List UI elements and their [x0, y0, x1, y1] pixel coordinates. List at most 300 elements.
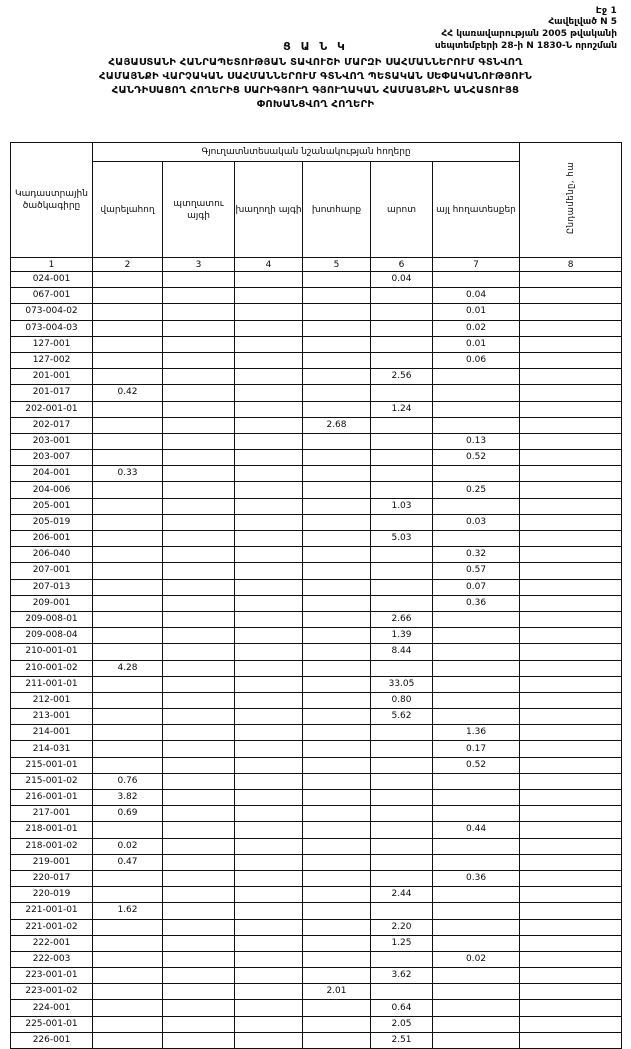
cell-arable — [93, 757, 163, 773]
cell-arable — [93, 336, 163, 352]
cell-arable — [93, 563, 163, 579]
cell-orchard — [163, 790, 235, 806]
cell-hayfield — [303, 611, 371, 627]
cell-orchard — [163, 676, 235, 692]
column-header-code — [11, 143, 93, 258]
cell-vineyard — [235, 903, 303, 919]
cell-orchard — [163, 692, 235, 708]
table-row — [11, 838, 622, 854]
cell-pasture — [371, 563, 433, 579]
cell-hayfield — [303, 531, 371, 547]
table-row — [11, 692, 622, 708]
cell-other — [433, 660, 520, 676]
cell-other — [433, 466, 520, 482]
cell-vineyard — [235, 854, 303, 870]
cell-other: 0.36 — [433, 595, 520, 611]
land-table — [10, 142, 622, 1049]
cell-other — [433, 773, 520, 789]
cell-total — [520, 498, 622, 514]
cell-code: 209-001 — [11, 595, 93, 611]
cell-total — [520, 611, 622, 627]
cell-pasture — [371, 741, 433, 757]
cell-hayfield — [303, 272, 371, 288]
cell-vineyard — [235, 709, 303, 725]
cell-pasture — [371, 984, 433, 1000]
cell-hayfield — [303, 822, 371, 838]
cell-orchard — [163, 288, 235, 304]
cell-vineyard — [235, 660, 303, 676]
cell-orchard — [163, 838, 235, 854]
cell-code: 210-001-02 — [11, 660, 93, 676]
table-row — [11, 433, 622, 449]
cell-code: 211-001-01 — [11, 676, 93, 692]
cell-orchard — [163, 951, 235, 967]
cell-total — [520, 838, 622, 854]
cell-vineyard — [235, 725, 303, 741]
cell-hayfield — [303, 935, 371, 951]
cell-pasture — [371, 595, 433, 611]
cell-hayfield — [303, 385, 371, 401]
cell-vineyard — [235, 806, 303, 822]
cell-vineyard — [235, 628, 303, 644]
title-line-2: ՀԱՄԱՅՆՔԻ ՎԱՐՉԱԿԱՆ ՍԱՀՄԱՆՆԵՐՈՒՄ ԳՏՆՎՈՂ ՊԵՏԱԿԱՆ ՍԵՓԱԿԱՆՈՒԹՅՈՒՆ — [98, 71, 533, 82]
cell-vineyard — [235, 401, 303, 417]
cell-code: 202-017 — [11, 417, 93, 433]
cell-vineyard — [235, 968, 303, 984]
table-row — [11, 1016, 622, 1032]
cell-total — [520, 466, 622, 482]
cell-orchard — [163, 531, 235, 547]
column-number-7: 7 — [433, 258, 520, 272]
cell-other: 0.03 — [433, 514, 520, 530]
cell-arable — [93, 514, 163, 530]
cell-arable — [93, 870, 163, 886]
cell-code: 073-004-02 — [11, 304, 93, 320]
cell-pasture: 2.44 — [371, 887, 433, 903]
cell-pasture: 0.64 — [371, 1000, 433, 1016]
cell-total — [520, 951, 622, 967]
cell-vineyard — [235, 288, 303, 304]
table-row — [11, 903, 622, 919]
cell-arable — [93, 547, 163, 563]
cell-hayfield — [303, 320, 371, 336]
cell-other: 0.02 — [433, 320, 520, 336]
cell-arable: 0.47 — [93, 854, 163, 870]
cell-total — [520, 919, 622, 935]
cell-pasture: 3.62 — [371, 968, 433, 984]
cell-arable — [93, 450, 163, 466]
cell-other — [433, 498, 520, 514]
cell-pasture — [371, 385, 433, 401]
cell-other: 0.02 — [433, 951, 520, 967]
cell-orchard — [163, 725, 235, 741]
cell-pasture — [371, 773, 433, 789]
cell-hayfield — [303, 676, 371, 692]
doc-ref-line-3: սեպտեմբերի 28-ի N 1830-Ն որոշման — [434, 41, 617, 51]
cell-vineyard — [235, 320, 303, 336]
cell-pasture: 5.03 — [371, 531, 433, 547]
cell-other — [433, 628, 520, 644]
cell-hayfield — [303, 854, 371, 870]
cell-other: 0.13 — [433, 433, 520, 449]
cell-total — [520, 806, 622, 822]
table-row — [11, 547, 622, 563]
cell-other — [433, 968, 520, 984]
cell-code: 220-019 — [11, 887, 93, 903]
cell-code: 220-017 — [11, 870, 93, 886]
cell-other — [433, 887, 520, 903]
cell-orchard — [163, 595, 235, 611]
cell-arable — [93, 935, 163, 951]
cell-arable — [93, 919, 163, 935]
cell-total — [520, 288, 622, 304]
cell-total — [520, 369, 622, 385]
cell-arable — [93, 709, 163, 725]
cell-total — [520, 595, 622, 611]
cell-total — [520, 757, 622, 773]
table-row — [11, 611, 622, 627]
cell-vineyard — [235, 547, 303, 563]
cell-other: 0.17 — [433, 741, 520, 757]
cell-code: 218-001-02 — [11, 838, 93, 854]
cell-pasture: 1.25 — [371, 935, 433, 951]
cell-hayfield — [303, 466, 371, 482]
cell-vineyard — [235, 417, 303, 433]
column-header-total — [520, 143, 622, 258]
cell-total — [520, 725, 622, 741]
cell-orchard — [163, 887, 235, 903]
cell-orchard — [163, 563, 235, 579]
cell-arable: 0.69 — [93, 806, 163, 822]
table-row — [11, 482, 622, 498]
cell-orchard — [163, 336, 235, 352]
cell-pasture — [371, 579, 433, 595]
cell-orchard — [163, 579, 235, 595]
cell-code: 221-001-02 — [11, 919, 93, 935]
table-column-number-row — [11, 258, 622, 272]
cell-hayfield — [303, 1016, 371, 1032]
cell-other: 0.01 — [433, 336, 520, 352]
cell-other — [433, 709, 520, 725]
cell-orchard — [163, 1032, 235, 1048]
cell-other: 1.36 — [433, 725, 520, 741]
cell-other — [433, 417, 520, 433]
cell-vineyard — [235, 984, 303, 1000]
cell-code: 204-006 — [11, 482, 93, 498]
cell-hayfield — [303, 628, 371, 644]
cell-pasture — [371, 433, 433, 449]
cell-vineyard — [235, 450, 303, 466]
cell-code: 222-003 — [11, 951, 93, 967]
cell-pasture: 0.04 — [371, 272, 433, 288]
cell-orchard — [163, 498, 235, 514]
cell-vineyard — [235, 466, 303, 482]
cell-total — [520, 887, 622, 903]
column-header-orchard: պտղատու այգի — [163, 162, 235, 258]
cell-orchard — [163, 903, 235, 919]
cell-arable — [93, 433, 163, 449]
cell-vineyard — [235, 887, 303, 903]
table-row — [11, 968, 622, 984]
cell-other — [433, 984, 520, 1000]
cell-vineyard — [235, 433, 303, 449]
cell-hayfield — [303, 595, 371, 611]
cell-hayfield — [303, 352, 371, 368]
column-number-5: 5 — [303, 258, 371, 272]
column-number-3: 3 — [163, 258, 235, 272]
column-number-4: 4 — [235, 258, 303, 272]
cell-hayfield: 2.68 — [303, 417, 371, 433]
cell-pasture: 1.39 — [371, 628, 433, 644]
cell-other — [433, 838, 520, 854]
cell-arable: 3.82 — [93, 790, 163, 806]
cell-orchard — [163, 968, 235, 984]
cell-hayfield — [303, 725, 371, 741]
cell-orchard — [163, 385, 235, 401]
cell-orchard — [163, 547, 235, 563]
cell-other — [433, 1016, 520, 1032]
doc-ref-line-2: ՀՀ կառավարության 2005 թվականի — [441, 29, 617, 39]
page-number: Էջ 1 — [595, 6, 617, 16]
cell-total — [520, 773, 622, 789]
cell-hayfield — [303, 903, 371, 919]
cell-pasture — [371, 352, 433, 368]
cell-other — [433, 401, 520, 417]
cell-other — [433, 385, 520, 401]
cell-code: 207-013 — [11, 579, 93, 595]
cell-other — [433, 903, 520, 919]
table-row — [11, 660, 622, 676]
table-row — [11, 741, 622, 757]
cell-arable — [93, 288, 163, 304]
cell-orchard — [163, 401, 235, 417]
cell-total — [520, 628, 622, 644]
cell-hayfield — [303, 288, 371, 304]
title-line-1: ՀԱՅԱՍՏԱՆԻ ՀԱՆՐԱՊԵՏՈՒԹՅԱՆ ՏԱՎՈՒՇԻ ՄԱՐԶԻ ՍԱՀՄԱՆՆԵՐՈՒՄ ԳՏՆՎՈՂ — [108, 57, 523, 68]
cell-pasture — [371, 482, 433, 498]
cell-total — [520, 903, 622, 919]
cell-orchard — [163, 773, 235, 789]
cell-orchard — [163, 450, 235, 466]
cell-pasture — [371, 450, 433, 466]
cell-code: 067-001 — [11, 288, 93, 304]
cell-arable — [93, 984, 163, 1000]
cell-other: 0.04 — [433, 288, 520, 304]
cell-vineyard — [235, 531, 303, 547]
cell-hayfield — [303, 741, 371, 757]
cell-total — [520, 417, 622, 433]
cell-pasture: 2.51 — [371, 1032, 433, 1048]
column-header-total-label: Ընդամենը, հա — [565, 161, 576, 235]
cell-orchard — [163, 919, 235, 935]
cell-vineyard — [235, 790, 303, 806]
cell-arable: 1.62 — [93, 903, 163, 919]
column-number-6: 6 — [371, 258, 433, 272]
cell-total — [520, 968, 622, 984]
column-header-code-label: Կադաստրային ծածկագիրը — [15, 189, 88, 211]
table-row — [11, 1032, 622, 1048]
cell-pasture — [371, 838, 433, 854]
cell-other: 0.01 — [433, 304, 520, 320]
cell-total — [520, 272, 622, 288]
cell-vineyard — [235, 579, 303, 595]
table-row — [11, 401, 622, 417]
cell-other: 0.32 — [433, 547, 520, 563]
cell-hayfield — [303, 369, 371, 385]
cell-orchard — [163, 660, 235, 676]
cell-hayfield — [303, 579, 371, 595]
cell-hayfield — [303, 709, 371, 725]
table-row — [11, 385, 622, 401]
cell-code: 127-001 — [11, 336, 93, 352]
cell-arable: 4.28 — [93, 660, 163, 676]
cell-other — [433, 806, 520, 822]
cell-vineyard — [235, 935, 303, 951]
cell-arable — [93, 417, 163, 433]
column-header-arable: վարելահող — [93, 162, 163, 258]
cell-pasture — [371, 547, 433, 563]
cell-vineyard — [235, 272, 303, 288]
cell-total — [520, 822, 622, 838]
cell-other — [433, 531, 520, 547]
table-row — [11, 498, 622, 514]
cell-hayfield — [303, 644, 371, 660]
cell-pasture — [371, 288, 433, 304]
cell-vineyard — [235, 692, 303, 708]
cell-pasture: 1.03 — [371, 498, 433, 514]
cell-pasture — [371, 903, 433, 919]
cell-orchard — [163, 433, 235, 449]
cell-other — [433, 854, 520, 870]
cell-pasture — [371, 417, 433, 433]
column-header-pasture: արոտ — [371, 162, 433, 258]
column-header-hayfield: խոտհարք — [303, 162, 371, 258]
table-row — [11, 336, 622, 352]
cell-total — [520, 320, 622, 336]
cell-other — [433, 790, 520, 806]
cell-total — [520, 352, 622, 368]
cell-pasture — [371, 725, 433, 741]
table-row — [11, 676, 622, 692]
cell-orchard — [163, 984, 235, 1000]
title-line-3: ՀԱՆԴԻՍԱՑՈՂ ՀՈՂԵՐԻՑ ՍԱՐԻԳՅՈՒՂ ԳՅՈՒՂԱԿԱՆ ՀԱՄԱՅՆՔԻՆ ԱՆՀԱՏՈՒՅՑ — [111, 85, 520, 96]
table-row — [11, 806, 622, 822]
cell-code: 207-001 — [11, 563, 93, 579]
cell-total — [520, 563, 622, 579]
cell-hayfield — [303, 401, 371, 417]
cell-arable — [93, 887, 163, 903]
cell-hayfield — [303, 450, 371, 466]
cell-pasture — [371, 466, 433, 482]
cell-code: 223-001-01 — [11, 968, 93, 984]
cell-orchard — [163, 870, 235, 886]
cell-other: 0.57 — [433, 563, 520, 579]
cell-orchard — [163, 806, 235, 822]
cell-other: 0.44 — [433, 822, 520, 838]
cell-hayfield — [303, 790, 371, 806]
cell-total — [520, 1016, 622, 1032]
cell-vineyard — [235, 838, 303, 854]
cell-hayfield — [303, 1032, 371, 1048]
cell-orchard — [163, 757, 235, 773]
table-row — [11, 822, 622, 838]
cell-other — [433, 1032, 520, 1048]
table-row — [11, 466, 622, 482]
cell-pasture: 2.05 — [371, 1016, 433, 1032]
column-number-8: 8 — [520, 258, 622, 272]
cell-arable: 0.33 — [93, 466, 163, 482]
table-row — [11, 579, 622, 595]
cell-total — [520, 433, 622, 449]
cell-arable — [93, 320, 163, 336]
cell-hayfield — [303, 336, 371, 352]
cell-total — [520, 692, 622, 708]
cell-hayfield — [303, 482, 371, 498]
cell-pasture — [371, 806, 433, 822]
cell-hayfield — [303, 692, 371, 708]
cell-vineyard — [235, 352, 303, 368]
table-row — [11, 870, 622, 886]
column-header-vineyard: խաղողի այգի — [235, 162, 303, 258]
cell-orchard — [163, 304, 235, 320]
table-row — [11, 709, 622, 725]
cell-vineyard — [235, 563, 303, 579]
table-row — [11, 352, 622, 368]
cell-arable — [93, 644, 163, 660]
cell-arable: 0.42 — [93, 385, 163, 401]
cell-total — [520, 676, 622, 692]
cell-arable — [93, 369, 163, 385]
cell-total — [520, 790, 622, 806]
cell-total — [520, 1032, 622, 1048]
cell-other: 0.52 — [433, 757, 520, 773]
cell-total — [520, 385, 622, 401]
cell-total — [520, 450, 622, 466]
cell-pasture: 8.44 — [371, 644, 433, 660]
cell-vineyard — [235, 951, 303, 967]
cell-other: 0.36 — [433, 870, 520, 886]
cell-vineyard — [235, 482, 303, 498]
cell-code: 225-001-01 — [11, 1016, 93, 1032]
cell-code: 201-001 — [11, 369, 93, 385]
cell-code: 205-001 — [11, 498, 93, 514]
table-row — [11, 628, 622, 644]
cell-hayfield — [303, 433, 371, 449]
cell-orchard — [163, 822, 235, 838]
cell-arable — [93, 401, 163, 417]
cell-total — [520, 531, 622, 547]
cell-pasture — [371, 757, 433, 773]
cell-arable — [93, 595, 163, 611]
cell-code: 214-031 — [11, 741, 93, 757]
cell-other: 0.06 — [433, 352, 520, 368]
page-title — [0, 40, 631, 112]
cell-pasture — [371, 336, 433, 352]
cell-code: 216-001-01 — [11, 790, 93, 806]
cell-code: 202-001-01 — [11, 401, 93, 417]
cell-vineyard — [235, 773, 303, 789]
cell-code: 073-004-03 — [11, 320, 93, 336]
cell-total — [520, 482, 622, 498]
cell-code: 215-001-01 — [11, 757, 93, 773]
cell-orchard — [163, 644, 235, 660]
cell-total — [520, 935, 622, 951]
cell-orchard — [163, 352, 235, 368]
cell-arable — [93, 272, 163, 288]
cell-total — [520, 547, 622, 563]
cell-hayfield — [303, 887, 371, 903]
cell-orchard — [163, 709, 235, 725]
